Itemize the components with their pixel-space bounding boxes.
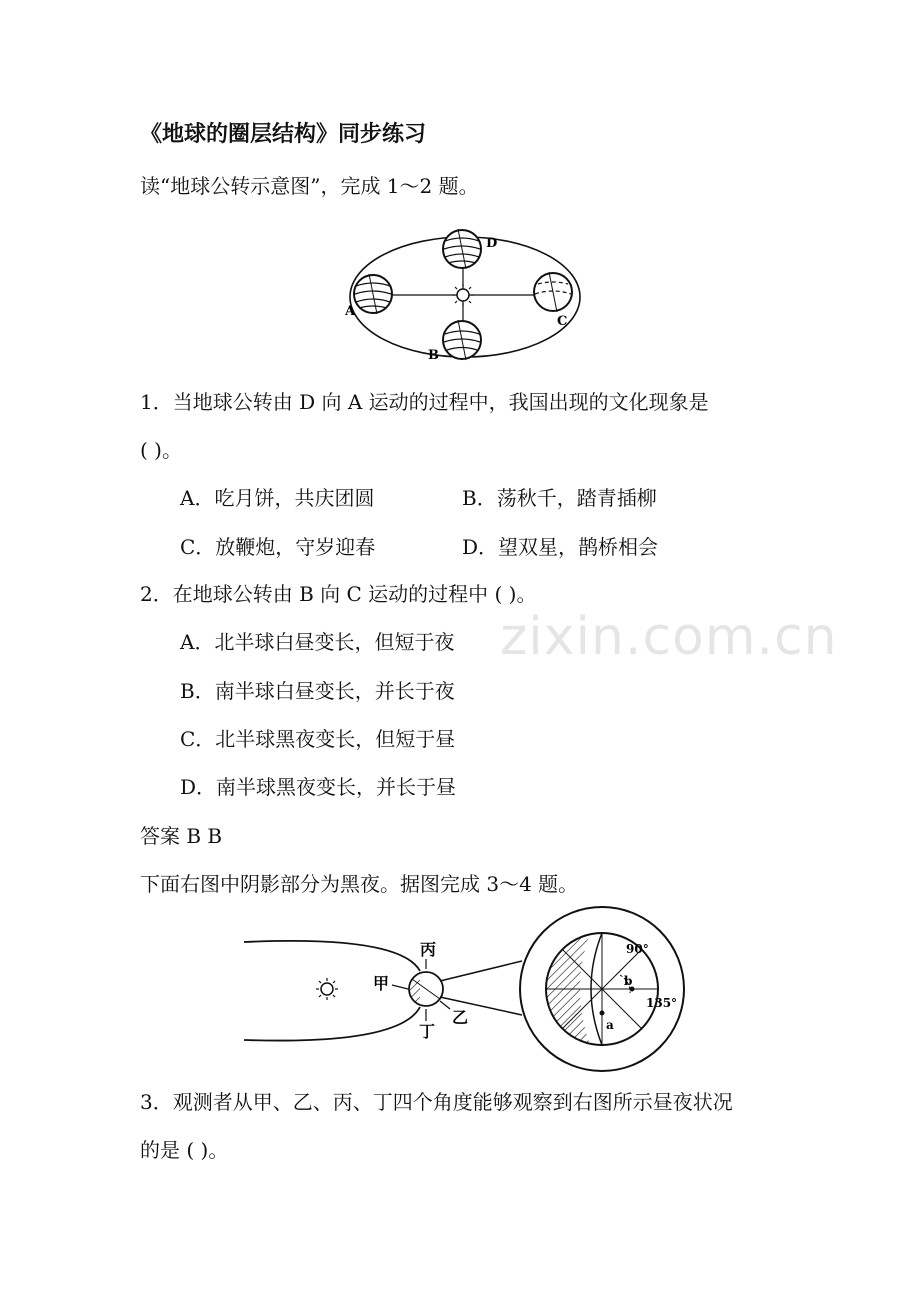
earth-b-icon (443, 320, 481, 360)
label-90: 90° (626, 942, 649, 956)
sun-icon-2 (316, 978, 338, 1000)
label-jia: 甲 (373, 974, 390, 993)
day-night-diagram (240, 905, 700, 1075)
label-a: A (345, 304, 356, 319)
q1-option-d[interactable]: D．望双星，鹊桥相会 (462, 535, 659, 559)
intro-text-1: 读“地球公转示意图”，完成 1～2 题。 (140, 174, 479, 198)
label-b-point: b (624, 974, 633, 988)
label-ding: 丁 (419, 1022, 436, 1041)
question-1-paren: ( )。 (140, 438, 182, 462)
q1-option-c[interactable]: C．放鞭炮，守岁迎春 (180, 535, 376, 559)
earth-d-icon (443, 229, 481, 269)
question-1-stem: 1．当地球公转由 D 向 A 运动的过程中，我国出现的文化现象是 (140, 390, 709, 414)
earth-c-icon (534, 272, 572, 312)
q2-option-c[interactable]: C．北半球黑夜变长，但短于昼 (180, 727, 456, 751)
question-3-tail: 的是 ( )。 (140, 1138, 229, 1162)
label-yi: 乙 (452, 1008, 469, 1027)
page-title: 《地球的圈层结构》同步练习 (140, 121, 427, 147)
q2-option-d[interactable]: D．南半球黑夜变长，并长于昼 (180, 775, 457, 799)
q1-option-a[interactable]: A．吃月饼，共庆团圆 (180, 486, 375, 510)
label-a-point: a (606, 1018, 614, 1032)
label-c: C (557, 314, 568, 329)
watermark: zixin.com.cn (500, 607, 838, 667)
question-3-stem: 3．观测者从甲、乙、丙、丁四个角度能够观察到右图所示昼夜状况 (140, 1090, 733, 1114)
label-b: B (428, 348, 439, 363)
earth-revolution-diagram (335, 222, 595, 372)
question-2-stem: 2．在地球公转由 B 向 C 运动的过程中 ( )。 (140, 582, 537, 606)
q2-option-b[interactable]: B．南半球白昼变长，并长于夜 (180, 679, 455, 703)
label-d: D (486, 236, 498, 251)
small-earth-icon (408, 971, 443, 1007)
q1-option-b[interactable]: B．荡秋千，踏青插柳 (462, 486, 657, 510)
intro-text-2: 下面右图中阴影部分为黑夜。据图完成 3～4 题。 (140, 872, 579, 896)
earth-a-icon (354, 274, 392, 314)
label-bing: 丙 (420, 940, 437, 959)
label-135: 135° (646, 996, 678, 1010)
q2-option-a[interactable]: A．北半球白昼变长，但短于夜 (180, 630, 455, 654)
answer-text: 答案 B B (140, 824, 223, 848)
